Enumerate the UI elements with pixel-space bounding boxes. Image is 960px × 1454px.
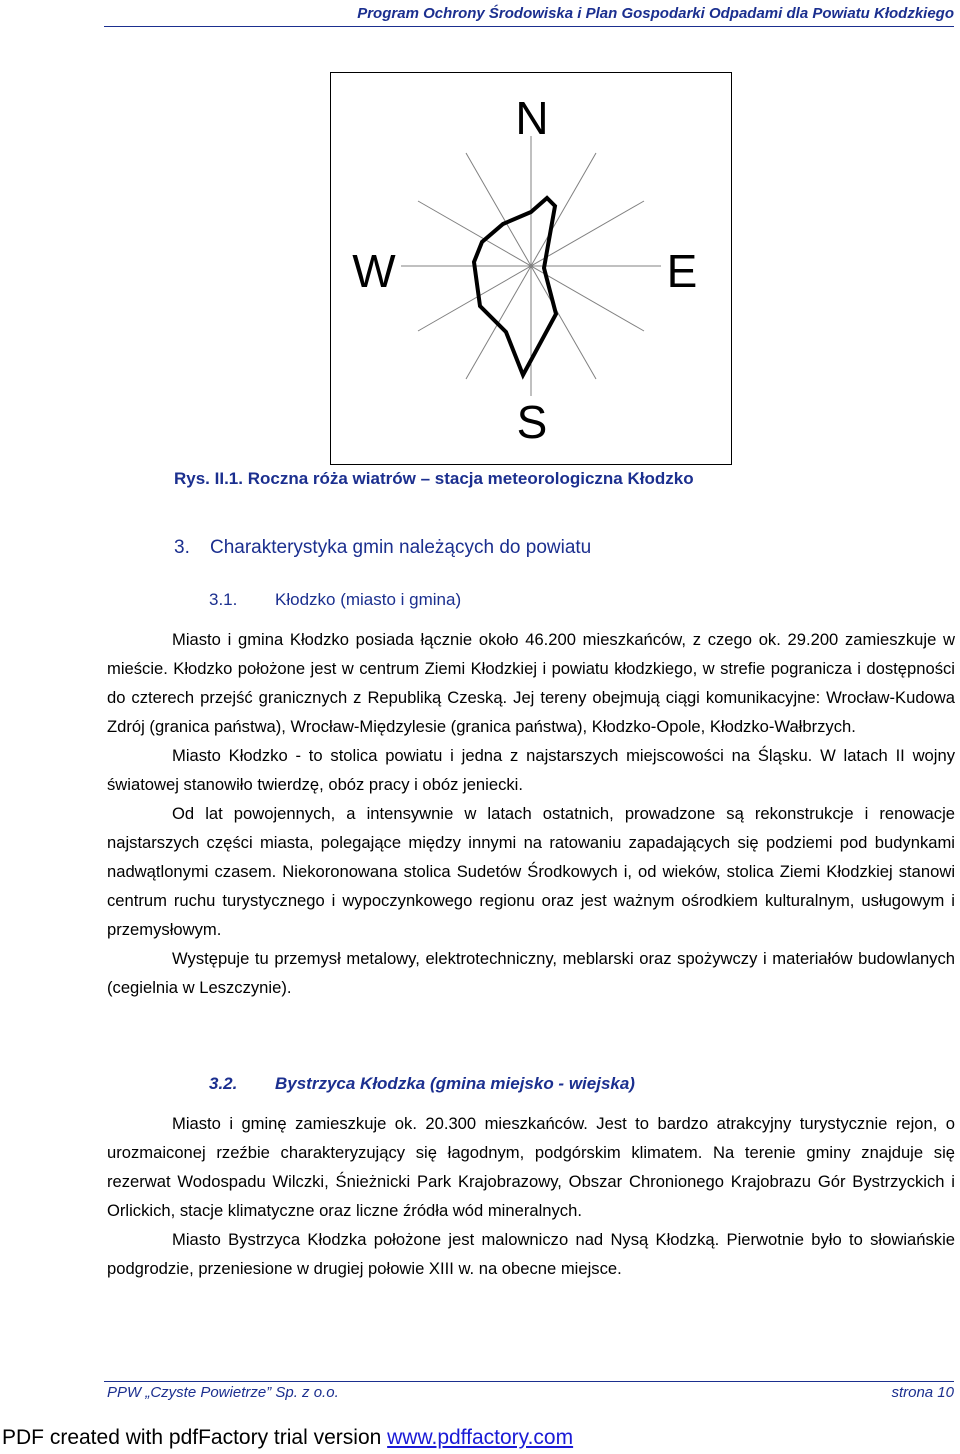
compass-north-label: N xyxy=(515,92,549,144)
wind-rose-svg xyxy=(330,72,732,465)
pdf-banner-text: PDF created with pdfFactory trial version xyxy=(2,1426,388,1449)
footer-divider xyxy=(104,1381,954,1382)
paragraph: Miasto i gminę zamieszkuje ok. 20.300 mieszkańców. Jest to bardzo atrakcyjny turystycznie rejon, o urozmaiconej rzeźbie charakteryzujący się łagodnym, podgórskim klimatem. Na terenie gminy znajduje się rezerwat Wodospadu Wilczki, Śnieżnicki Park Krajobrazowy, Obszar Chronionego Krajobrazu Gór Bystrzyckich i Orlickich, stacje klimatyczne oraz liczne źródła wód mineralnych. xyxy=(107,1114,955,1220)
page-header-title: Program Ochrony Środowiska i Plan Gospodarki Odpadami dla Powiatu Kłodzkiego xyxy=(357,5,954,22)
section-3-2-title: Bystrzyca Kłodzka (gmina miejsko - wiejska) xyxy=(275,1074,635,1093)
figure-caption: Rys. II.1. Roczna róża wiatrów – stacja meteorologiczna Kłodzko xyxy=(174,469,694,488)
section-3-title: Charakterystyka gmin należących do powiatu xyxy=(210,537,592,558)
compass-south-label: S xyxy=(516,396,548,448)
section-3-2-number: 3.2. xyxy=(209,1074,238,1093)
paragraph: Występuje tu przemysł metalowy, elektrotechniczny, meblarski oraz spożywczy i materiałów budowlanych (cegielnia w Leszczynie). xyxy=(107,949,955,997)
section-3-number: 3. xyxy=(174,537,190,558)
paragraph: Miasto Kłodzko - to stolica powiatu i jedna z najstarszych miejscowości na Śląsku. W latach II wojny światowej stanowiło twierdzę, obóz pracy i obóz jeniecki. xyxy=(107,746,955,794)
section-3-2-heading xyxy=(209,1074,635,1094)
footer-company: PPW „Czyste Powietrze” Sp. z o.o. xyxy=(107,1384,339,1401)
footer-page-number: strona 10 xyxy=(891,1384,954,1401)
compass-west-label: W xyxy=(352,245,396,297)
paragraph: Od lat powojennych, a intensywnie w latach ostatnich, prowadzone są rekonstrukcje i renowacje najstarszych części miasta, polegające między innymi na ratowaniu zapadających się podziemi pod budynkami nadwątlonymi czasem. Niekoronowana stolica Sudetów Środkowych i, od wieków, stolica Ziemi Kłodzkiej stanowi centrum ruchu turystycznego i wypoczynkowego regionu oraz jest ważnym ośrodkiem kulturalnym, usługowym i przemysłowym. xyxy=(107,804,955,939)
pdf-trial-banner xyxy=(2,1426,573,1450)
section-3-2-body xyxy=(107,1109,955,1283)
section-3-heading xyxy=(174,537,591,559)
paragraph: Miasto i gmina Kłodzko posiada łącznie około 46.200 mieszkańców, z czego ok. 29.200 zamieszkuje w mieście. Kłodzko położone jest w centrum Ziemi Kłodzkiej i powiatu kłodzkiego, w strefie pogranicza i dostępności do czterech przejść granicznych z Republiką Czeską. Jej tereny obejmują ciągi komunikacyjne: Wrocław-Kudowa Zdrój (granica państwa), Wrocław-Międzylesie (granica państwa), Kłodzko-Opole, Kłodzko-Wałbrzych. xyxy=(107,630,955,736)
header-divider xyxy=(104,26,954,27)
compass-east-label: E xyxy=(666,245,698,297)
wind-rose-figure xyxy=(330,72,732,465)
section-3-1-title: Kłodzko (miasto i gmina) xyxy=(275,590,462,609)
pdffactory-link[interactable]: www.pdffactory.com xyxy=(387,1426,574,1449)
paragraph: Miasto Bystrzyca Kłodzka położone jest malowniczo nad Nysą Kłodzką. Pierwotnie było to słowiańskie podgrodzie, przeniesione w drugiej połowie XIII w. na obecne miejsce. xyxy=(107,1230,955,1278)
section-3-1-body xyxy=(107,625,955,1002)
section-3-1-heading xyxy=(209,590,461,610)
wind-rose-polygon xyxy=(474,198,556,375)
section-3-1-number: 3.1. xyxy=(209,590,238,609)
